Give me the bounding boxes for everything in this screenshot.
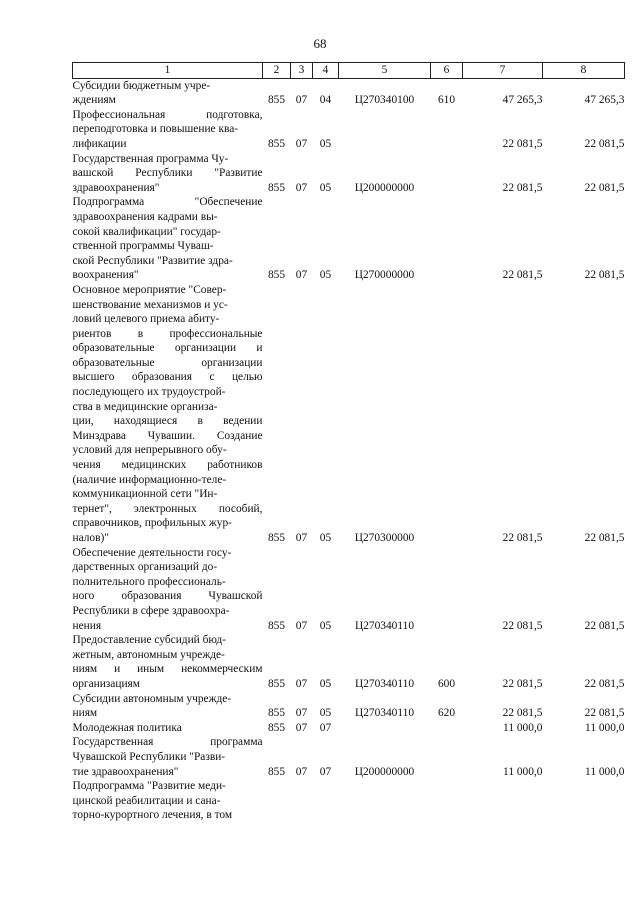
col-header-3: 3 [291, 63, 313, 79]
cell-section: 07 [295, 94, 308, 107]
col-header-1: 1 [73, 63, 263, 79]
table-row [73, 283, 625, 546]
cell-target-article: Ц200000000 [354, 765, 415, 778]
row-description: Подпрограмма "Развитие меди- цинской реабилитации и сана- торно-курортного лечения, в том [72, 780, 233, 822]
row-description: Государственная программа Чувашской Республики "Разви- тие здравоохранения" [72, 736, 263, 778]
col-header-8: 8 [543, 63, 625, 79]
table-row [73, 108, 625, 152]
cell-subsection: 07 [319, 765, 332, 778]
cell-section: 07 [295, 721, 308, 734]
cell-amount-b: 22 081,5 [584, 269, 625, 282]
table-row [73, 735, 625, 779]
cell-amount-a [463, 779, 543, 823]
cell-amount-a: 22 081,5 [502, 619, 543, 632]
cell-expense-group [431, 152, 463, 196]
cell-section: 07 [295, 181, 308, 194]
cell-admin-code: 855 [267, 765, 286, 778]
table-row [73, 779, 625, 823]
cell-target-article: Ц200000000 [354, 181, 415, 194]
row-description: Основное мероприятие "Совер- шенствование механизмов и ус- ловий целевого приема абиту- риентов в профессиональные образовательные организации и образовательные организации высшего образования с целью последующего их трудоустрой- ства в медицинские организа- ции, находящиеся в ведении Минздрава Чувашии. Создание условий для непрерывного обу- чения медицинских работников (наличие информационно-теле- коммуникационной сети "Ин- тернет", электронных пособий, справочников, профильных жур- налов)" [72, 283, 263, 544]
cell-expense-group [431, 195, 463, 283]
cell-amount-b: 22 081,5 [584, 181, 625, 194]
row-description: Государственная программа Чу- вашской Республики "Развитие здравоохранения" [72, 152, 263, 194]
cell-amount-a: 22 081,5 [502, 707, 543, 720]
cell-admin-code: 855 [267, 94, 286, 107]
row-description: Подпрограмма "Обеспечение здравоохранения кадрами вы- сокой квалификации" государ- ственной программы Чуваш- ской Республики "Развитие здра- воохранения" [72, 196, 263, 282]
cell-amount-a: 22 081,5 [502, 677, 543, 690]
cell-amount-b: 22 081,5 [584, 532, 625, 544]
cell-target-article: Ц270340110 [354, 677, 415, 690]
cell-expense-group [431, 779, 463, 823]
col-header-5: 5 [339, 63, 431, 79]
col-header-6: 6 [431, 63, 463, 79]
row-description: Молодежная политика [72, 721, 182, 734]
cell-expense-group [431, 735, 463, 779]
table-row [73, 721, 625, 736]
cell-expense-group [431, 546, 463, 634]
cell-subsection: 04 [319, 94, 332, 107]
table-row [73, 78, 625, 108]
cell-section: 07 [295, 619, 308, 632]
cell-target-article: Ц270340110 [354, 619, 415, 632]
budget-table [72, 62, 625, 823]
cell-section: 07 [295, 707, 308, 720]
cell-amount-a: 22 081,5 [502, 181, 543, 194]
col-header-7: 7 [463, 63, 543, 79]
cell-subsection: 05 [319, 181, 332, 194]
cell-amount-b: 11 000,0 [585, 721, 625, 734]
cell-amount-a: 22 081,5 [502, 269, 543, 282]
row-description: Субсидии бюджетным учре- ждениям [72, 79, 211, 107]
cell-amount-b: 22 081,5 [584, 137, 625, 150]
cell-target-article [339, 108, 431, 152]
cell-amount-b: 22 081,5 [584, 619, 625, 632]
cell-subsection [313, 779, 339, 823]
row-description: Обеспечение деятельности госу- дарственных организаций до- полнительного профессиональ- ного образования Чувашской Республики в сфере здравоохра- нения [72, 546, 263, 632]
cell-admin-code [263, 779, 291, 823]
cell-amount-b: 22 081,5 [584, 707, 625, 720]
cell-amount-a: 11 000,0 [503, 721, 543, 734]
cell-subsection: 05 [319, 707, 332, 720]
cell-section: 07 [295, 532, 308, 544]
cell-admin-code: 855 [267, 619, 286, 632]
cell-subsection: 05 [319, 532, 332, 544]
cell-amount-a: 22 081,5 [502, 532, 543, 544]
cell-expense-group [431, 108, 463, 152]
cell-section: 07 [295, 765, 308, 778]
cell-subsection: 05 [319, 619, 332, 632]
cell-section: 07 [295, 677, 308, 690]
cell-admin-code: 855 [267, 269, 286, 282]
table-row [73, 152, 625, 196]
cell-target-article: Ц270340110 [354, 707, 415, 720]
table-row [73, 546, 625, 634]
cell-admin-code: 855 [267, 181, 286, 194]
cell-admin-code: 855 [267, 677, 286, 690]
column-header-row [73, 63, 625, 79]
cell-subsection: 05 [319, 137, 332, 150]
cell-amount-a: 22 081,5 [502, 137, 543, 150]
cell-section: 07 [295, 137, 308, 150]
row-description: Предоставление субсидий бюд- жетным, автономным учрежде- ниям и иным некоммерческим организациям [72, 634, 263, 690]
cell-amount-a: 47 265,3 [502, 94, 543, 107]
cell-amount-b: 22 081,5 [584, 677, 625, 690]
cell-admin-code: 855 [267, 532, 286, 544]
cell-subsection: 05 [319, 677, 332, 690]
cell-subsection: 05 [319, 269, 332, 282]
cell-section: 07 [295, 269, 308, 282]
cell-admin-code: 855 [267, 137, 286, 150]
cell-expense-group: 610 [437, 94, 456, 107]
cell-expense-group: 620 [437, 707, 456, 720]
cell-expense-group [431, 283, 463, 546]
cell-target-article: Ц270300000 [354, 532, 415, 544]
cell-amount-b [543, 779, 625, 823]
cell-target-article [339, 779, 431, 823]
cell-target-article: Ц270340100 [354, 94, 415, 107]
cell-amount-a: 11 000,0 [503, 765, 543, 778]
row-description: Субсидии автономным учрежде- ниям [72, 692, 232, 720]
cell-target-article: Ц270000000 [354, 269, 415, 282]
cell-expense-group: 600 [437, 677, 456, 690]
cell-target-article [339, 721, 431, 736]
table-row [73, 633, 625, 691]
row-description: Профессиональная подготовка, переподготовка и повышение ква- лификации [72, 108, 263, 150]
table-row [73, 692, 625, 721]
cell-admin-code: 855 [267, 707, 286, 720]
table-row [73, 195, 625, 283]
cell-section [291, 779, 313, 823]
cell-amount-b: 47 265,3 [584, 94, 625, 107]
col-header-2: 2 [263, 63, 291, 79]
cell-admin-code: 855 [267, 721, 286, 734]
cell-amount-b: 11 000,0 [585, 765, 625, 778]
cell-expense-group [431, 721, 463, 736]
page-number: 68 [313, 36, 327, 51]
cell-subsection: 07 [319, 721, 332, 734]
col-header-4: 4 [313, 63, 339, 79]
